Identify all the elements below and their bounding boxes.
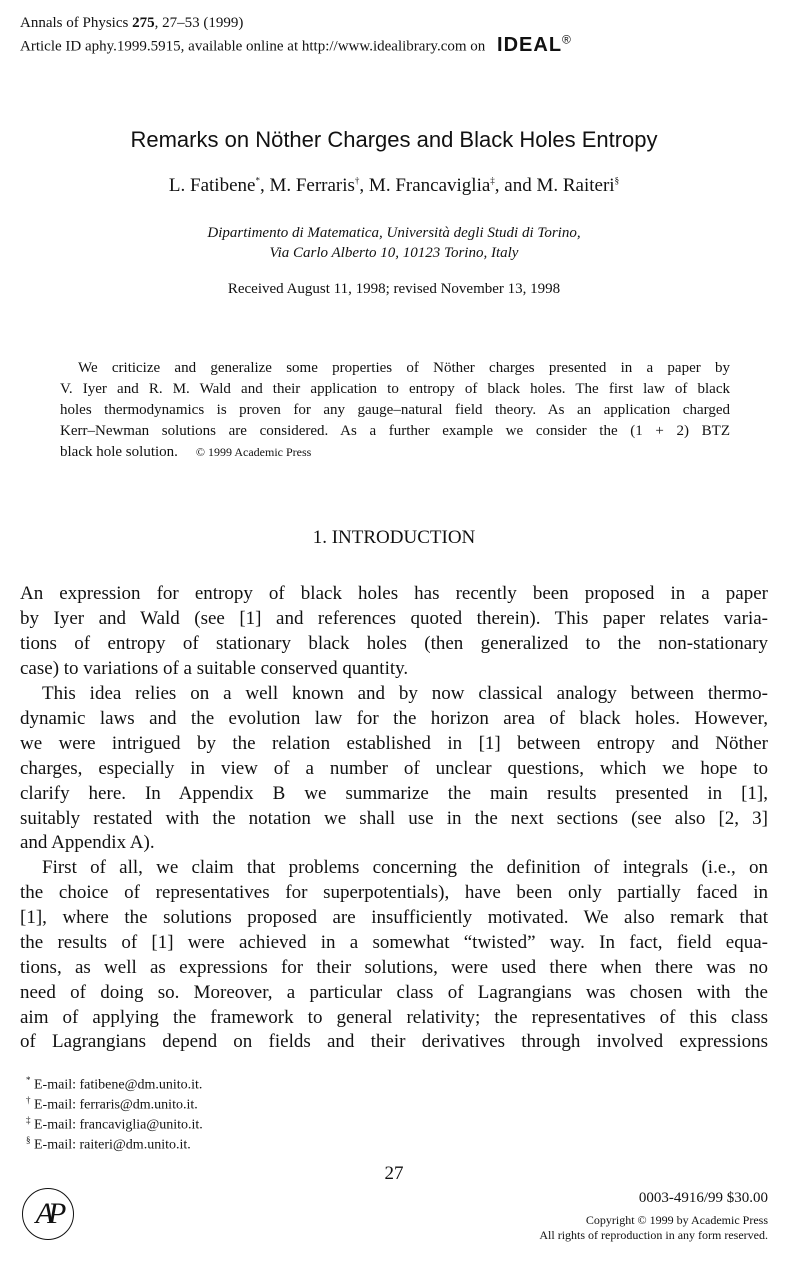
footnote: [26, 1075, 202, 1094]
author: M. Raiteri: [536, 175, 615, 196]
text-line: First of all, we claim that problems concerning the definition of integrals (i.e., on: [42, 857, 768, 878]
author: L. Fatibene: [168, 175, 256, 196]
academic-press-logo: [22, 1188, 74, 1240]
sep: ,: [359, 175, 369, 196]
text-line: clarify here. In Appendix B we summarize the main results presented in [1],: [20, 783, 768, 804]
footnote: [26, 1135, 191, 1154]
text-line: dynamic laws and the evolution law for the horizon area of black holes. However,: [20, 708, 768, 729]
abstract-text: black hole solution.: [60, 444, 178, 460]
footnote-text: E-mail: francaviglia@unito.it.: [30, 1117, 203, 1133]
received-dates: Received August 11, 1998; revised November 13, 1998: [227, 281, 561, 297]
registered-mark: ®: [562, 32, 572, 46]
text-line: by Iyer and Wald (see [1] and references quoted therein). This paper relates varia-: [20, 608, 768, 629]
footnote-text: E-mail: raiteri@dm.unito.it.: [30, 1137, 191, 1153]
text-line: the results of [1] were achieved in a somewhat “twisted” way. In fact, field equa-: [20, 932, 768, 953]
footnote-mark: ‡: [26, 1115, 31, 1125]
article-id: Article ID aphy.1999.5915, available online at http://www.idealibrary.com on: [20, 38, 486, 55]
text-line: of Lagrangians depend on fields and their derivatives through involved expressions: [20, 1031, 768, 1052]
text-line: tions, as well as expressions for their solutions, were used there when there was no: [20, 957, 768, 978]
footnote: [26, 1095, 198, 1114]
footnote-mark: *: [26, 1075, 31, 1085]
sep: ,: [259, 175, 270, 196]
text-line: aim of applying the framework to general relativity; the representatives of this class: [20, 1007, 768, 1028]
footnote: [26, 1115, 203, 1134]
abstract-line: We criticize and generalize some properties of Nöther charges presented in a paper by: [78, 360, 730, 376]
footnote-text: E-mail: fatibene@dm.unito.it.: [30, 1077, 203, 1093]
text-line: This idea relies on a well known and by now classical analogy between thermo-: [42, 683, 768, 704]
abstract-line: V. Iyer and R. M. Wald and their application to entropy of black holes. The first law of black: [60, 381, 730, 397]
author-mark: †: [354, 175, 360, 186]
text-line: suitably restated with the notation we shall use in the next sections (see also [2, 3]: [20, 808, 768, 829]
journal-citation: [20, 15, 243, 31]
sep: , and: [494, 175, 537, 196]
footnote-text: E-mail: ferraris@dm.unito.it.: [30, 1097, 198, 1113]
section-heading: 1. INTRODUCTION: [312, 527, 476, 548]
text-line: the choice of representatives for superpotentials), have been only partially faced in: [20, 882, 768, 903]
text-line: charges, especially in view of a number of unclear questions, which we hope to: [20, 758, 768, 779]
text-line: [1], where the solutions proposed are insufficiently motivated. We also remark that: [20, 907, 768, 928]
author-mark: *: [255, 175, 260, 186]
authors: [0, 175, 788, 197]
paper-title: Remarks on Nöther Charges and Black Holes Entropy: [130, 127, 658, 152]
author-mark: §: [614, 175, 620, 186]
author: M. Francaviglia: [368, 175, 491, 196]
author: M. Ferraris: [269, 175, 355, 196]
author-mark: ‡: [490, 175, 495, 186]
footnote-mark: †: [26, 1095, 31, 1105]
text-line: and Appendix A).: [20, 832, 155, 853]
page-number: 27: [384, 1163, 404, 1184]
abstract-copyright: © 1999 Academic Press: [195, 445, 312, 459]
issn-price: 0003-4916/99 $30.00: [638, 1190, 768, 1206]
pages: , 27–53 (1999): [154, 15, 244, 31]
text-line: tions of entropy of stationary black holes (then generalized to the non-stationary: [20, 633, 768, 654]
abstract-line: [60, 444, 311, 461]
text-line: we were intrigued by the relation established in [1] between entropy and Nöther: [20, 733, 768, 754]
ideal-logo-text: IDEAL: [497, 33, 563, 56]
text-line: case) to variations of a suitable conserved quantity.: [20, 658, 409, 679]
footnote-mark: §: [26, 1135, 31, 1145]
logo-text: AP: [35, 1197, 61, 1230]
abstract-line: holes thermodynamics is proven for any gauge–natural field theory. As an application charged: [60, 402, 730, 418]
journal-name: Annals of Physics: [20, 15, 133, 31]
ideal-logo: [497, 34, 572, 56]
volume: 275: [132, 15, 155, 31]
rights-notice: All rights of reproduction in any form reserved.: [539, 1228, 768, 1242]
text-line: need of doing so. Moreover, a particular class of Lagrangians was chosen with the: [20, 982, 768, 1003]
article-id-line: [20, 31, 572, 55]
affiliation-line-1: Dipartimento di Matematica, Università degli Studi di Torino,: [207, 225, 581, 241]
affiliation-line-2: Via Carlo Alberto 10, 10123 Torino, Italy: [269, 245, 519, 261]
text-line: An expression for entropy of black holes has recently been proposed in a paper: [20, 583, 768, 604]
copyright: Copyright © 1999 by Academic Press: [585, 1213, 768, 1227]
abstract-line: Kerr–Newman solutions are considered. As a further example we consider the (1 + 2) BTZ: [60, 423, 730, 439]
